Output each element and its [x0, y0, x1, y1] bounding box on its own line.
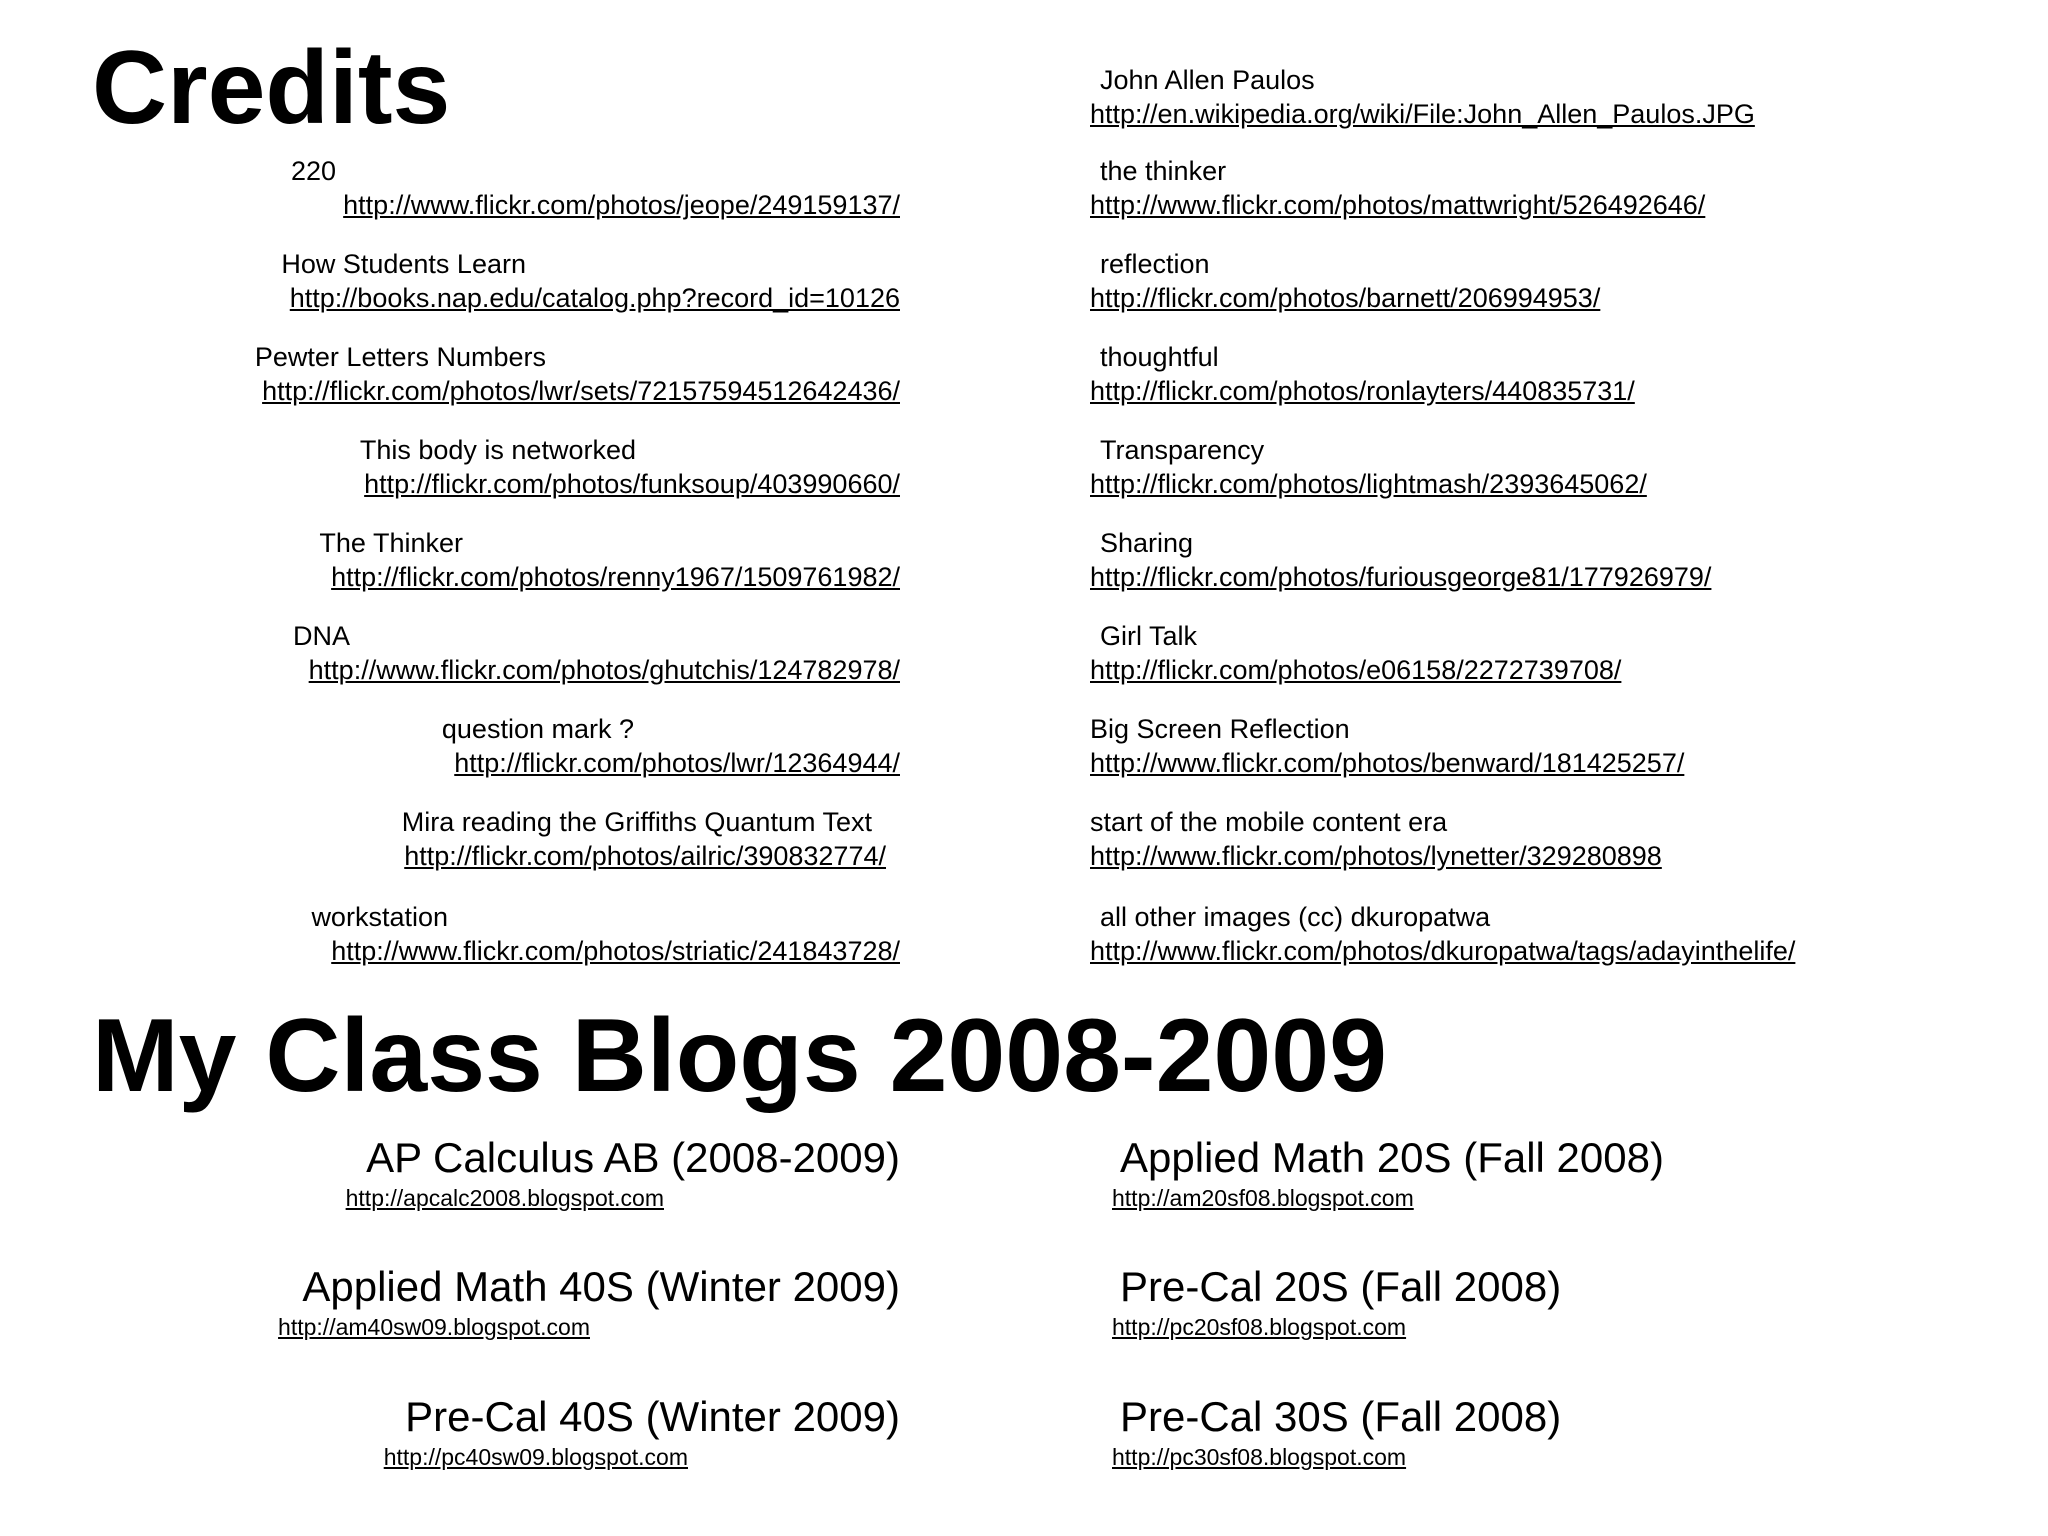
credit-item [1090, 433, 1990, 501]
credit-item [1090, 805, 1990, 873]
credit-link[interactable]: http://flickr.com/photos/renny1967/1509761982/ [331, 562, 900, 592]
credit-link[interactable]: http://flickr.com/photos/funksoup/403990660/ [364, 469, 900, 499]
credit-name: 220 [290, 156, 336, 186]
credit-link[interactable]: http://www.flickr.com/photos/benward/181425257/ [1090, 748, 1685, 778]
credit-name: Pewter Letters Numbers [254, 342, 546, 372]
credit-name: DNA [292, 621, 350, 651]
blog-item [1112, 1263, 2020, 1340]
credit-name: workstation [311, 902, 448, 932]
credit-link[interactable]: http://flickr.com/photos/ronlayters/440835731/ [1090, 376, 1635, 406]
blog-item [1112, 1393, 2020, 1470]
credit-name: Sharing [1100, 528, 1194, 558]
blog-link[interactable]: http://pc20sf08.blogspot.com [1112, 1314, 1407, 1340]
credit-link[interactable]: http://flickr.com/photos/barnett/206994953/ [1090, 283, 1601, 313]
credit-item [1090, 247, 1990, 315]
credit-link[interactable]: http://www.flickr.com/photos/striatic/241843728/ [331, 936, 900, 966]
credit-item [0, 900, 900, 968]
credit-item [1090, 340, 1990, 408]
credit-link[interactable]: http://www.flickr.com/photos/ghutchis/124782978/ [308, 655, 900, 685]
credit-name: all other images (cc) dkuropatwa [1100, 902, 1491, 932]
credit-link[interactable]: http://books.nap.edu/catalog.php?record_id=10126 [289, 283, 900, 313]
credit-name: This body is networked [359, 435, 636, 465]
blog-item [0, 1393, 900, 1470]
credit-item [0, 619, 900, 687]
credit-link[interactable]: http://en.wikipedia.org/wiki/File:John_Allen_Paulos.JPG [1090, 99, 1755, 129]
blog-name: AP Calculus AB (2008-2009) [366, 1134, 900, 1181]
blog-item [0, 1134, 900, 1211]
blog-link[interactable]: http://am20sf08.blogspot.com [1112, 1185, 1414, 1211]
credit-link[interactable]: http://www.flickr.com/photos/jeope/249159137/ [343, 190, 900, 220]
credit-name: Big Screen Reflection [1090, 714, 1350, 744]
credit-link[interactable]: http://www.flickr.com/photos/mattwright/526492646/ [1090, 190, 1706, 220]
credit-name: question mark ? [441, 714, 634, 744]
credit-name: Transparency [1100, 435, 1265, 465]
credit-name: the thinker [1100, 156, 1227, 186]
credit-item [0, 712, 900, 780]
blog-name: Applied Math 20S (Fall 2008) [1120, 1134, 1664, 1181]
credit-link[interactable]: http://www.flickr.com/photos/dkuropatwa/tags/adayinthelife/ [1090, 936, 1796, 966]
blog-name: Pre-Cal 20S (Fall 2008) [1120, 1263, 1562, 1310]
credit-item [0, 433, 900, 501]
credit-name: Mira reading the Griffiths Quantum Text [401, 807, 872, 837]
credit-name: reflection [1100, 249, 1210, 279]
blog-link[interactable]: http://am40sw09.blogspot.com [278, 1314, 590, 1340]
blog-link[interactable]: http://apcalc2008.blogspot.com [345, 1185, 664, 1211]
credit-item [1090, 712, 1990, 780]
credit-item [1090, 526, 1990, 594]
credit-item [0, 526, 900, 594]
credit-item [0, 340, 900, 408]
credit-link[interactable]: http://flickr.com/photos/lightmash/2393645062/ [1090, 469, 1647, 499]
credit-item [1090, 63, 1990, 131]
blog-item [1112, 1134, 2020, 1211]
credit-item [0, 805, 900, 873]
credit-name: John Allen Paulos [1100, 65, 1315, 95]
credit-item [1090, 900, 1990, 968]
blog-item [0, 1263, 900, 1340]
blogs-title: My Class Blogs 2008-2009 [92, 998, 1387, 1114]
credit-link[interactable]: http://flickr.com/photos/lwr/sets/72157594512642436/ [262, 376, 900, 406]
credit-item [1090, 619, 1990, 687]
credit-item [1090, 154, 1990, 222]
credit-link[interactable]: http://flickr.com/photos/ailric/390832774/ [404, 841, 886, 871]
credit-link[interactable]: http://flickr.com/photos/furiousgeorge81/177926979/ [1090, 562, 1712, 592]
blog-name: Pre-Cal 30S (Fall 2008) [1120, 1393, 1562, 1440]
credit-link[interactable]: http://flickr.com/photos/e06158/2272739708/ [1090, 655, 1622, 685]
blog-name: Applied Math 40S (Winter 2009) [302, 1263, 900, 1310]
credit-name: start of the mobile content era [1090, 807, 1448, 837]
credit-link[interactable]: http://flickr.com/photos/lwr/12364944/ [454, 748, 900, 778]
credit-link[interactable]: http://www.flickr.com/photos/lynetter/329280898 [1090, 841, 1662, 871]
credit-item [0, 154, 900, 222]
credit-name: How Students Learn [281, 249, 526, 279]
credit-name: thoughtful [1100, 342, 1219, 372]
blog-link[interactable]: http://pc40sw09.blogspot.com [383, 1444, 688, 1470]
credit-name: The Thinker [319, 528, 463, 558]
blog-link[interactable]: http://pc30sf08.blogspot.com [1112, 1444, 1407, 1470]
blog-name: Pre-Cal 40S (Winter 2009) [405, 1393, 900, 1440]
credits-title: Credits [92, 30, 451, 146]
credit-item [0, 247, 900, 315]
credit-name: Girl Talk [1100, 621, 1198, 651]
